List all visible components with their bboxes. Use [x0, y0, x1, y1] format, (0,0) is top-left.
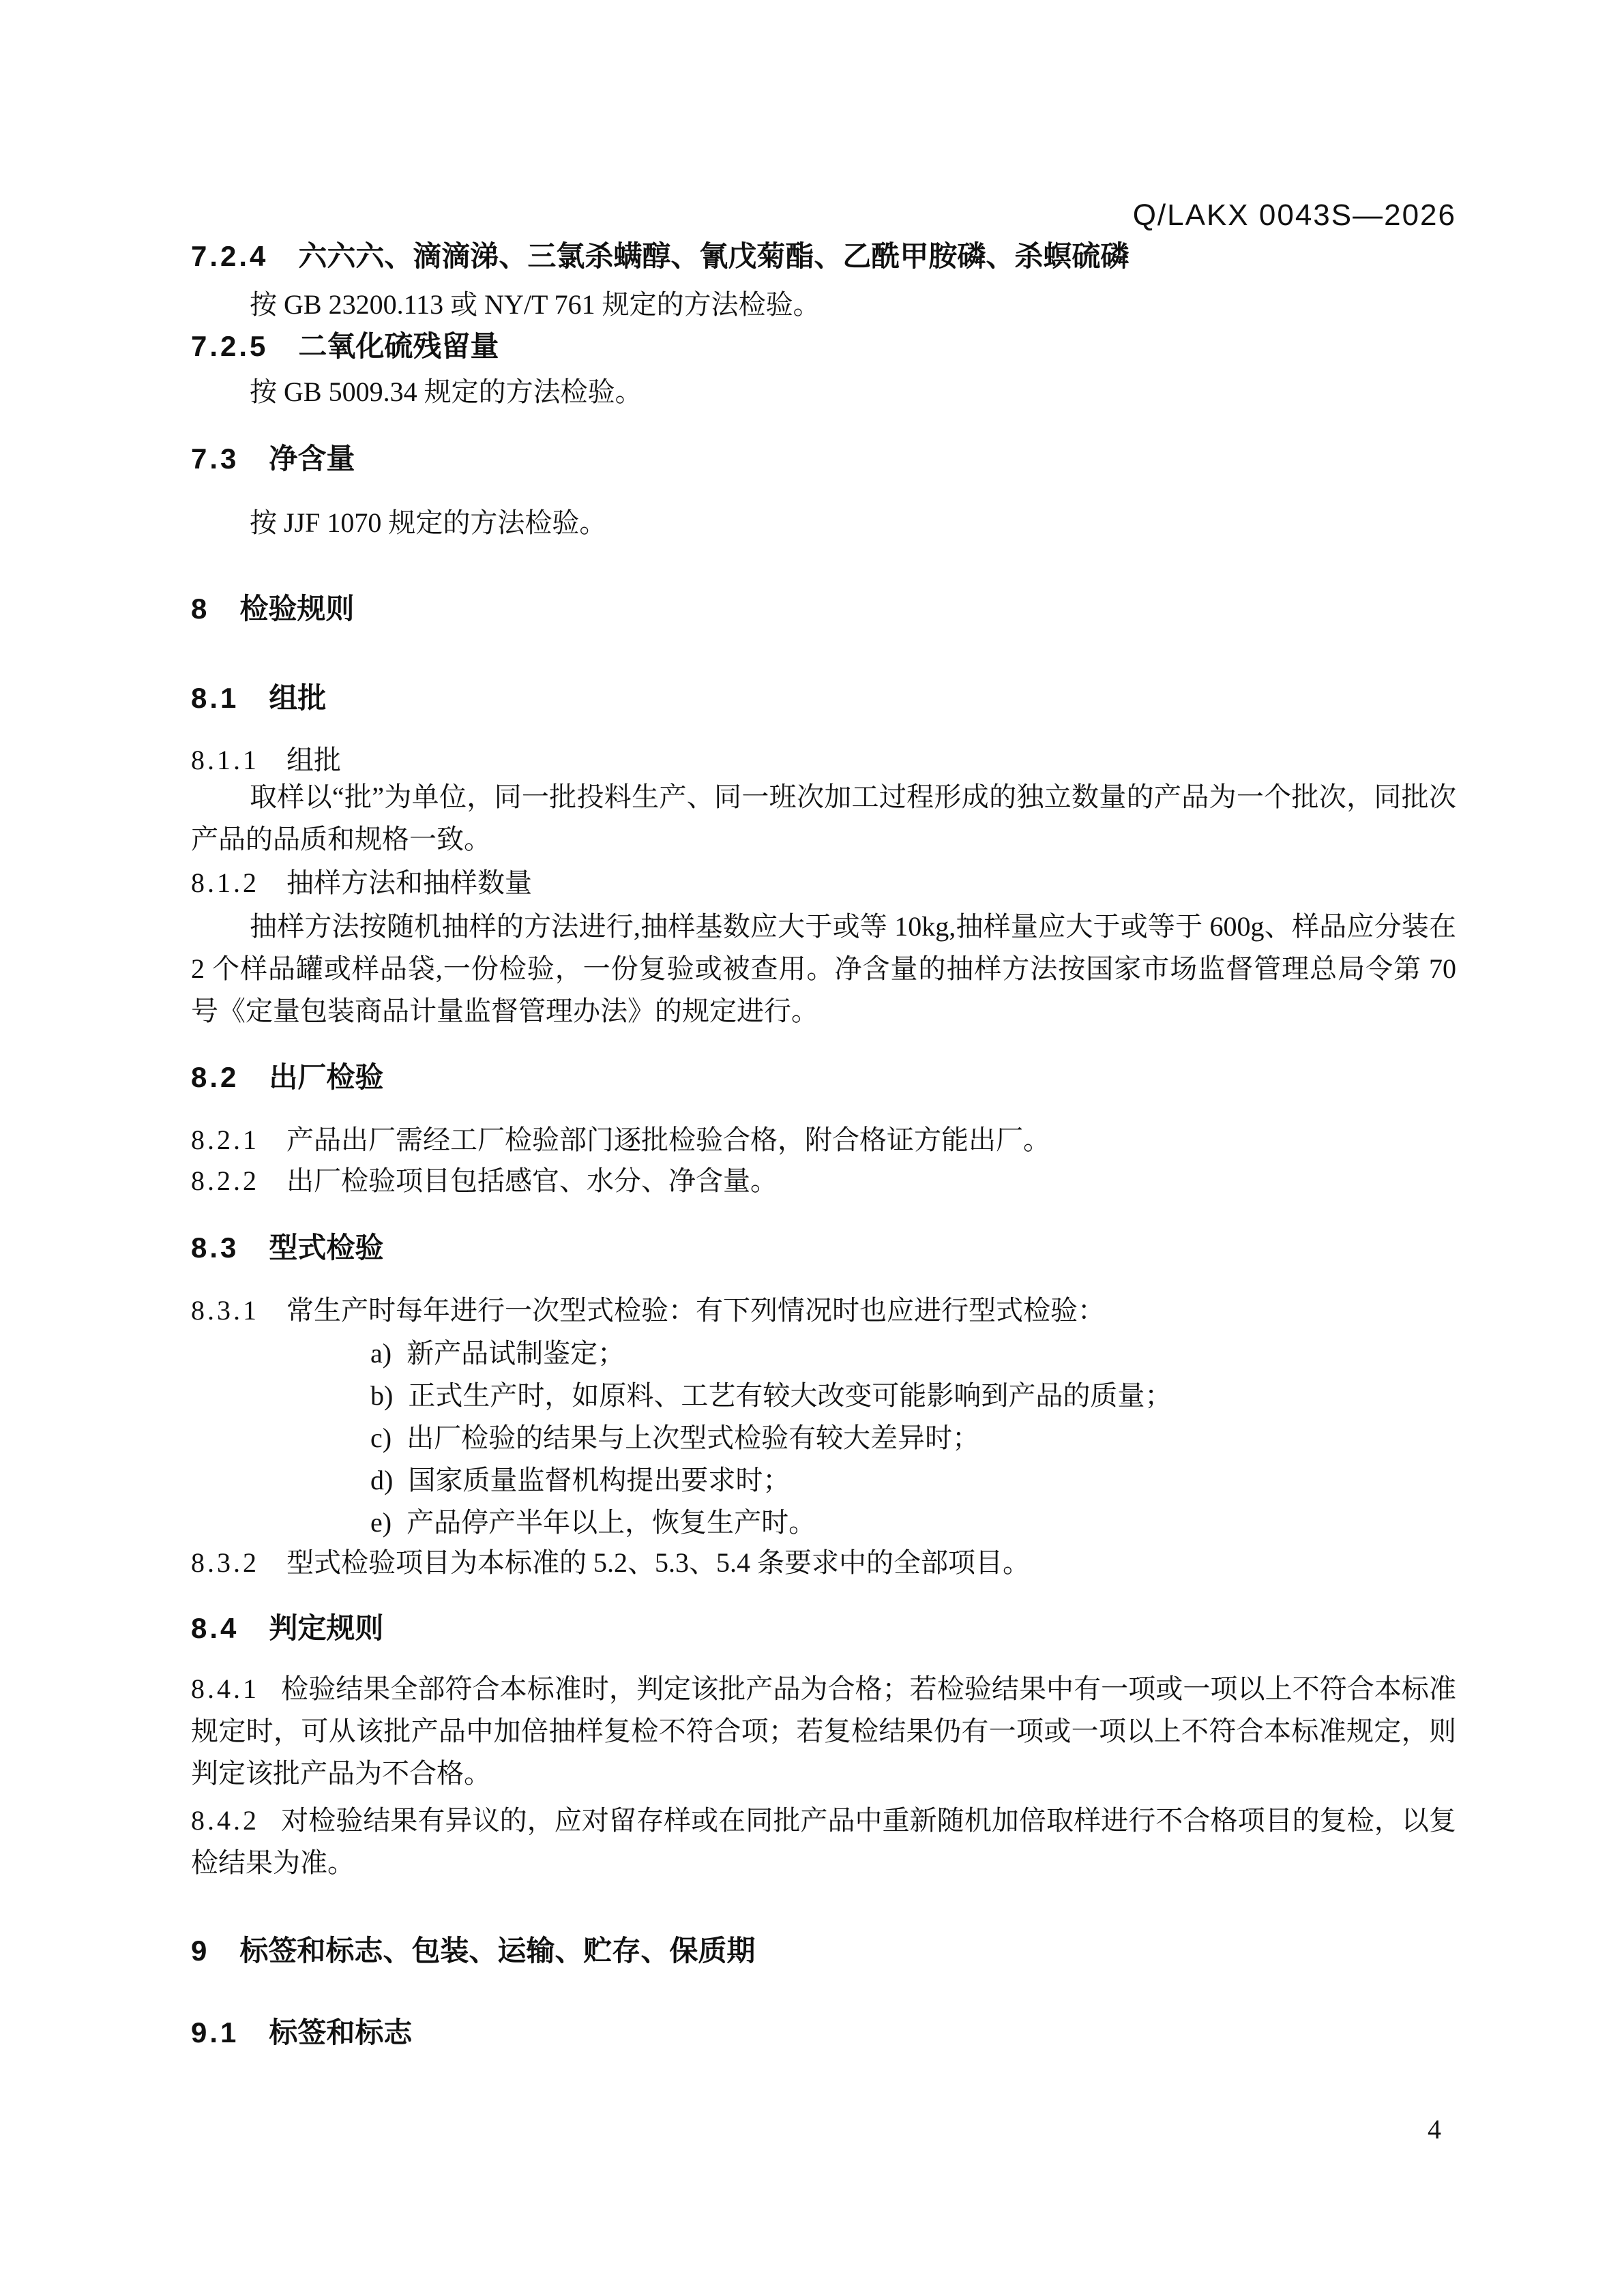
para-8-1-1: 取样以“批”为单位，同一批投料生产、同一班次加工过程形成的独立数量的产品为一个批次，同批次产品的品质和规格一致。	[191, 781, 1456, 854]
para-7-2-4: 按 GB 23200.113 或 NY/T 761 规定的方法检验。	[250, 289, 821, 320]
clause-number: 8.2.1	[191, 1124, 259, 1155]
clause-title: 抽样方法和抽样数量	[286, 867, 532, 898]
clause-number: 8.1	[191, 682, 239, 714]
list-item	[370, 1459, 1456, 1502]
clause-text: 出厂检验项目包括感官、水分、净含量。	[286, 1165, 778, 1196]
header-doc-code: Q/LAKX 0043S—2026	[1132, 198, 1456, 232]
heading-8-1-1	[191, 747, 1456, 774]
list-marker: c)	[370, 1422, 392, 1453]
clause-title: 标签和标志、包装、运输、贮存、保质期	[239, 1935, 756, 1967]
clause-number: 8.4.2	[191, 1805, 259, 1836]
clause-number: 7.2.5	[191, 330, 269, 362]
clause-number: 8.1.1	[191, 745, 259, 775]
clause-text: 型式检验项目为本标准的 5.2、5.3、5.4 条要求中的全部项目。	[286, 1547, 1030, 1578]
clause-number: 8.3.2	[191, 1547, 259, 1578]
list-item	[370, 1332, 1456, 1375]
clause-title: 净含量	[269, 443, 355, 475]
clause-number: 9.1	[191, 2016, 239, 2048]
list-text: 国家质量监督机构提出要求时；	[408, 1465, 791, 1495]
list-marker: b)	[370, 1380, 394, 1411]
heading-9-1	[191, 2018, 1456, 2047]
list-text: 正式生产时，如原料、工艺有较大改变可能影响到产品的质量；	[408, 1380, 1172, 1411]
para-8-4-2	[191, 1800, 1456, 1884]
clause-number: 8.3	[191, 1232, 239, 1264]
list-marker: d)	[370, 1465, 394, 1495]
clause-8-3-2	[191, 1549, 1456, 1577]
heading-8-4	[191, 1614, 1456, 1643]
clause-title: 标签和标志	[269, 2016, 413, 2048]
clause-8-2-2	[191, 1167, 1456, 1195]
heading-8-1	[191, 684, 1456, 713]
list-marker: a)	[370, 1338, 392, 1369]
list-text: 产品停产半年以上，恢复生产时。	[407, 1507, 816, 1538]
clause-number: 8.4	[191, 1612, 239, 1644]
heading-7-3	[191, 445, 1456, 473]
para-7-3: 按 JJF 1070 规定的方法检验。	[250, 507, 607, 538]
clause-title: 组批	[269, 682, 327, 714]
heading-7-2-4	[191, 242, 1456, 271]
clause-number: 8.2.2	[191, 1165, 259, 1196]
list-item	[370, 1375, 1456, 1417]
list-item	[370, 1502, 1456, 1544]
clause-8-3-1	[191, 1297, 1456, 1324]
list-item	[370, 1417, 1456, 1459]
clause-title: 判定规则	[269, 1612, 384, 1644]
clause-title: 组批	[286, 745, 341, 775]
clause-number: 8	[191, 593, 210, 625]
heading-8-3	[191, 1234, 1456, 1262]
clause-title: 型式检验	[269, 1232, 384, 1264]
clause-number: 8.1.2	[191, 867, 259, 898]
clause-title: 二氧化硫残留量	[298, 330, 499, 362]
list-text: 新产品试制鉴定；	[407, 1338, 625, 1369]
heading-8	[191, 595, 1456, 623]
heading-9	[191, 1937, 1456, 1965]
clause-number: 7.3	[191, 443, 239, 475]
page-number: 4	[1428, 2114, 1441, 2145]
clause-title: 六六六、滴滴涕、三氯杀螨醇、氰戊菊酯、乙酰甲胺磷、杀螟硫磷	[298, 240, 1130, 272]
heading-8-2	[191, 1063, 1456, 1092]
clause-text: 产品出厂需经工厂检验部门逐批检验合格，附合格证方能出厂。	[286, 1124, 1050, 1155]
clause-number: 8.4.1	[191, 1673, 259, 1704]
clause-title: 出厂检验	[269, 1061, 384, 1093]
clause-number: 7.2.4	[191, 240, 269, 272]
para-8-1-2: 抽样方法按随机抽样的方法进行,抽样基数应大于或等 10kg,抽样量应大于或等于 600g、样品应分装在 2 个样品罐或样品袋,一份检验，一份复验或被查用。净含量的抽样方法按国家市场监督管理总局令第 70 号《定量包装商品计量监督管理办法》的规定进行。	[191, 911, 1456, 1026]
para-8-4-1	[191, 1668, 1456, 1795]
clause-8-2-1	[191, 1124, 1456, 1155]
clause-text: 对检验结果有异议的，应对留存样或在同批产品中重新随机加倍取样进行不合格项目的复检，以复检结果为准。	[191, 1805, 1456, 1878]
para-7-2-5: 按 GB 5009.34 规定的方法检验。	[250, 376, 643, 407]
heading-8-1-2	[191, 869, 1456, 897]
heading-7-2-5	[191, 332, 1456, 361]
clause-number: 9	[191, 1935, 210, 1967]
clause-number: 8.2	[191, 1061, 239, 1093]
list-marker: e)	[370, 1507, 392, 1538]
clause-text: 常生产时每年进行一次型式检验：有下列情况时也应进行型式检验：	[286, 1295, 1105, 1326]
clause-text: 检验结果全部符合本标准时，判定该批产品为合格；若检验结果中有一项或一项以上不符合本标准规定时，可从该批产品中加倍抽样复检不符合项；若复检结果仍有一项或一项以上不符合本标准规定，则判定该批产品为不合格。	[191, 1673, 1456, 1789]
clause-number: 8.3.1	[191, 1295, 259, 1326]
clause-title: 检验规则	[239, 593, 355, 625]
list-text: 出厂检验的结果与上次型式检验有较大差异时；	[407, 1422, 980, 1453]
list-8-3-1	[191, 1332, 1456, 1544]
